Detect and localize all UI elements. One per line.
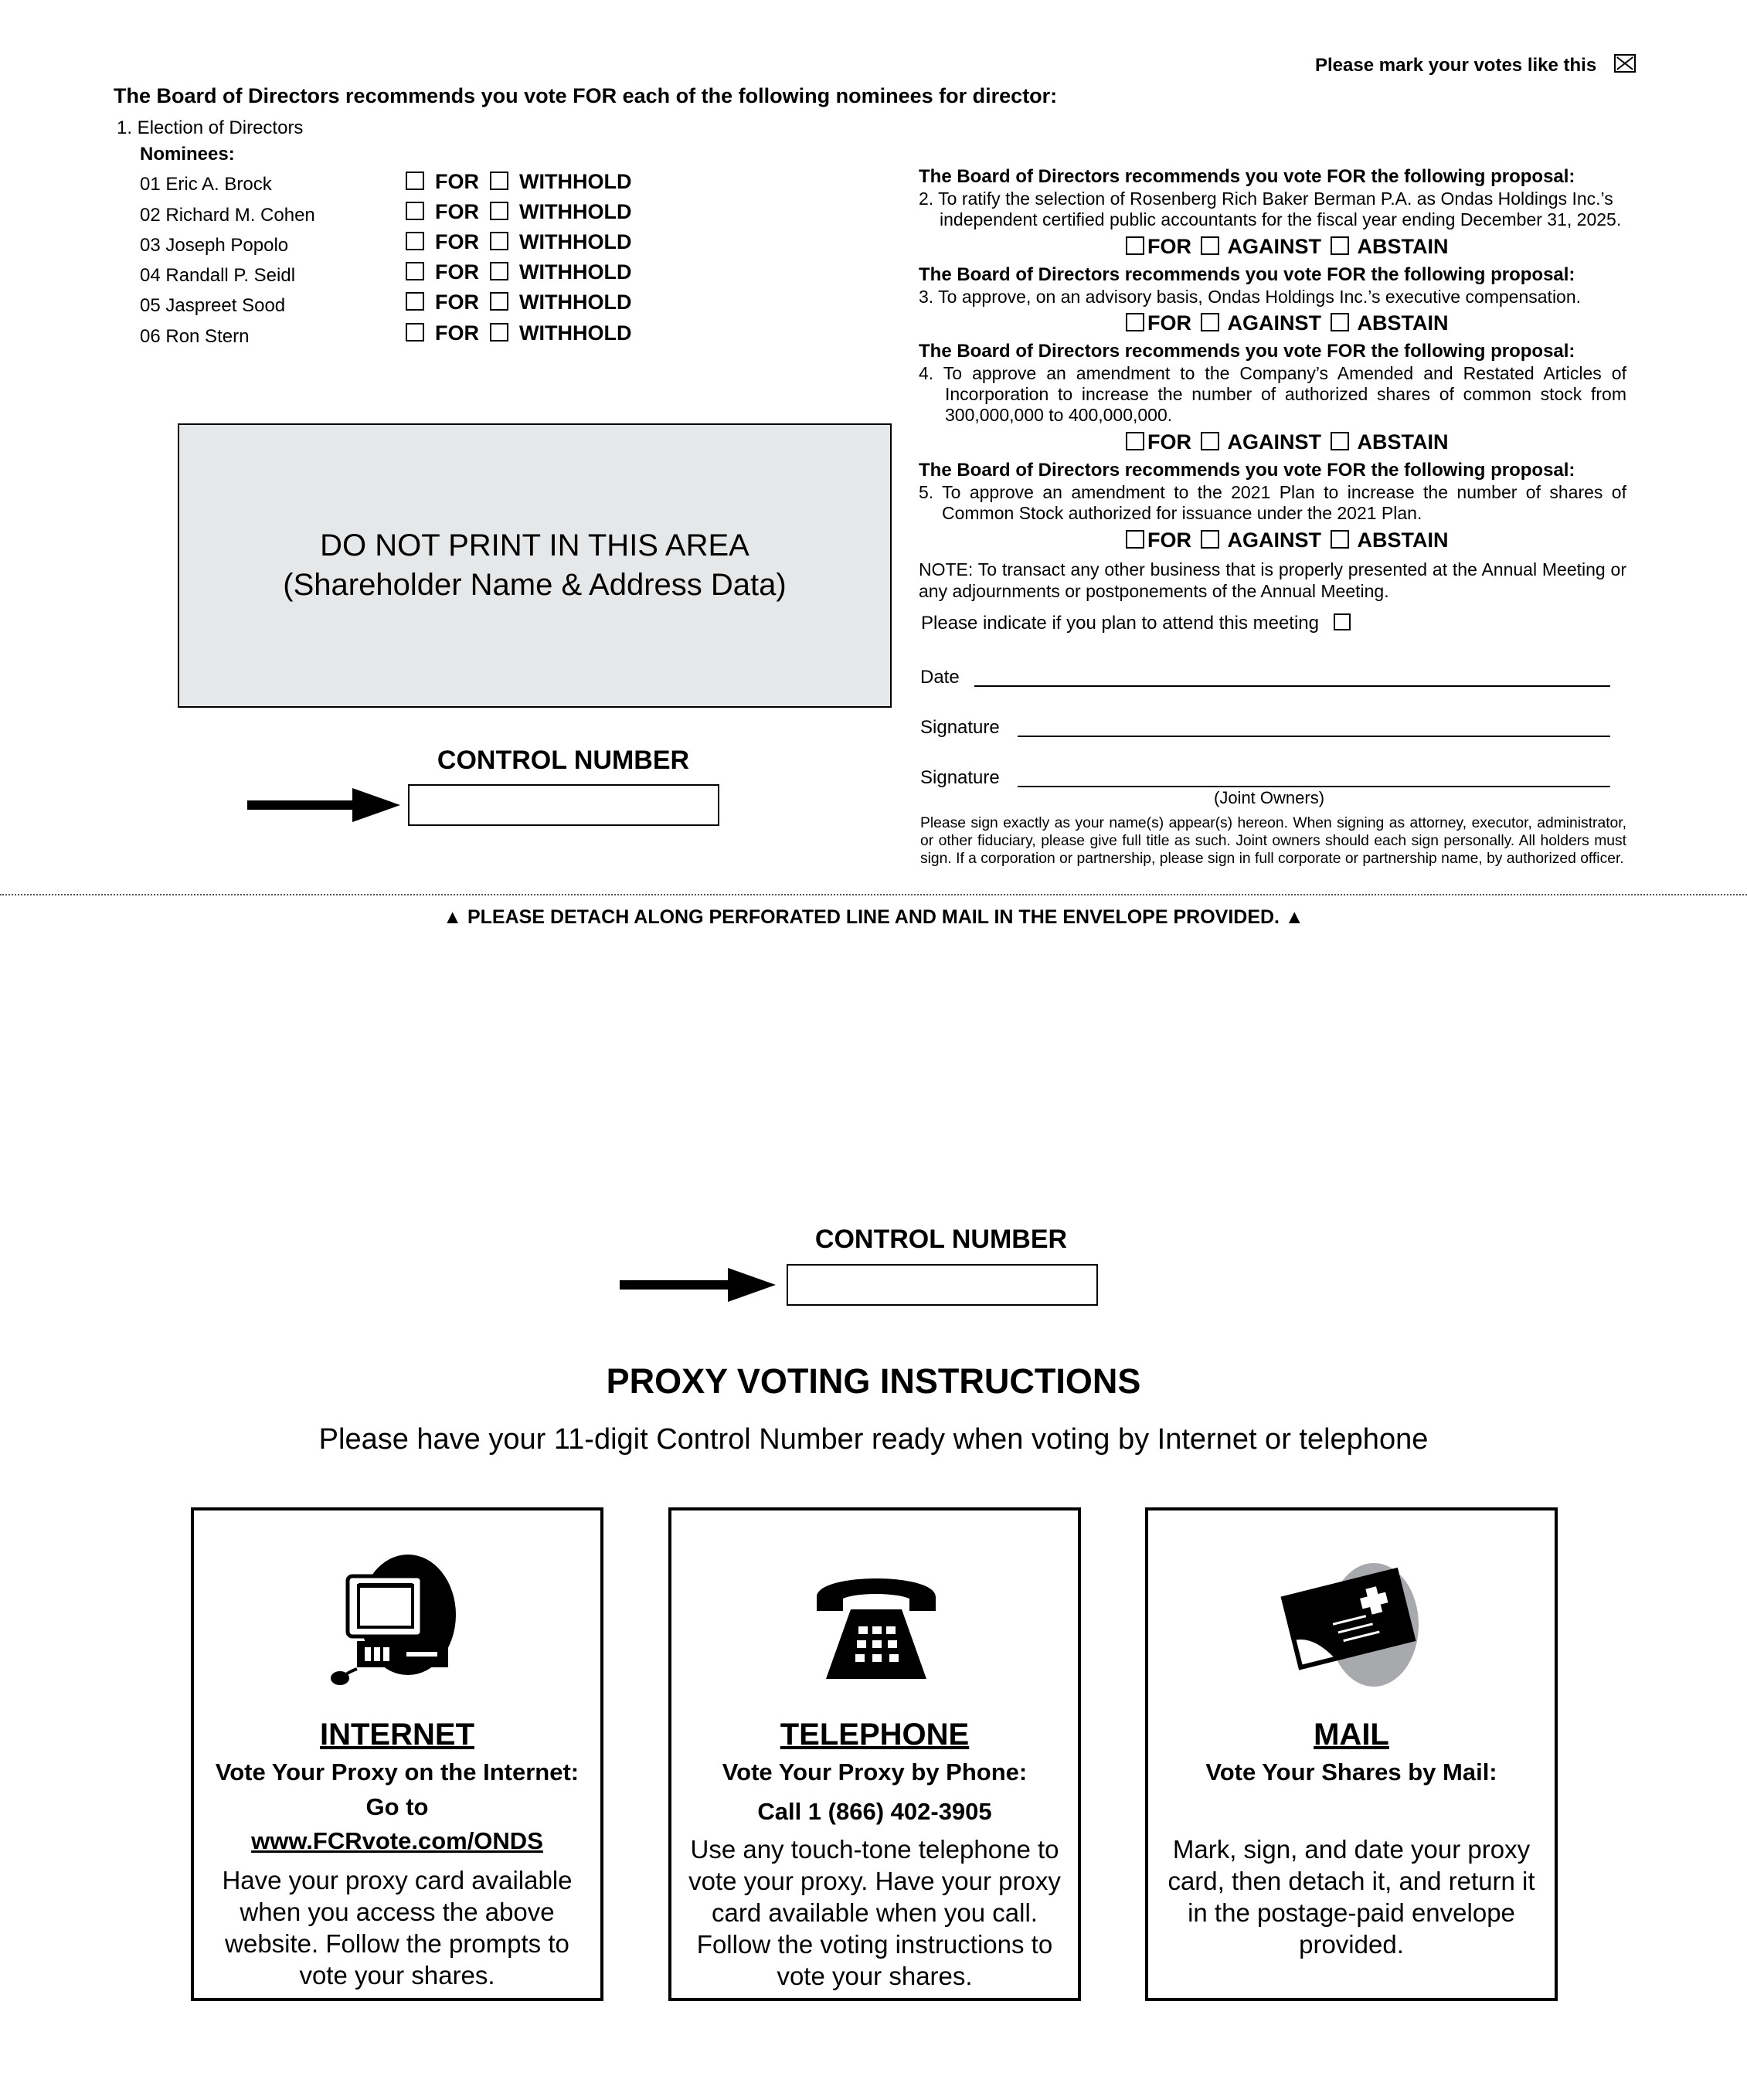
no-print-line2: (Shareholder Name & Address Data) <box>283 568 787 602</box>
for-label: FOR <box>435 260 479 284</box>
for-checkbox[interactable] <box>1126 530 1144 549</box>
control-number-label-bottom: CONTROL NUMBER <box>814 1225 1068 1254</box>
internet-subtitle: Vote Your Proxy on the Internet: <box>215 1758 580 1786</box>
for-label: FOR <box>435 200 479 223</box>
arrow-icon <box>620 1280 736 1290</box>
no-print-area <box>178 423 892 708</box>
for-label: FOR <box>435 291 479 314</box>
perforation-line <box>0 894 1747 895</box>
withhold-label: WITHHOLD <box>519 260 632 284</box>
internet-url-link[interactable]: www.FCRvote.com/ONDS <box>251 1827 543 1854</box>
proposal-4-text-line3: 300,000,000 to 400,000,000. <box>945 405 1173 425</box>
mail-title: MAIL <box>1314 1718 1389 1752</box>
attend-label: Please indicate if you plan to attend this meeting <box>921 613 1319 634</box>
proxy-subtitle: Please have your 11-digit Control Number ready when voting by Internet or telephone <box>318 1423 1429 1456</box>
board-recommendation-directors: The Board of Directors recommends you vote FOR each of the following nominees for director: <box>114 84 1058 107</box>
internet-body: Have your proxy card available when you access the above website. Follow the prompts to vote your shares. <box>222 1866 573 1990</box>
against-label: AGAINST <box>1227 235 1321 258</box>
date-line[interactable] <box>974 685 1610 687</box>
withhold-label: WITHHOLD <box>519 291 632 314</box>
telephone-panel <box>668 1507 1081 2001</box>
attend-row <box>921 613 1351 634</box>
withhold-checkbox[interactable] <box>490 262 508 280</box>
proposal-4-heading: The Board of Directors recommends you vote FOR the following proposal: <box>919 341 1575 362</box>
for-checkbox[interactable] <box>1126 432 1144 450</box>
election-item-title: 1. Election of Directors <box>117 117 304 138</box>
nominee-vote-row <box>406 291 631 314</box>
nominee-vote-row <box>406 170 631 194</box>
withhold-checkbox[interactable] <box>490 323 508 342</box>
telephone-subtitle: Vote Your Proxy by Phone: <box>722 1758 1028 1786</box>
arrow-icon <box>247 800 363 810</box>
signature-joint-line[interactable] <box>1018 786 1610 787</box>
nominee-name: 05 Jaspreet Sood <box>140 295 286 316</box>
signature-label: Signature <box>920 717 1000 738</box>
against-checkbox[interactable] <box>1201 236 1219 255</box>
date-label: Date <box>920 667 960 688</box>
control-number-label: CONTROL NUMBER <box>437 746 690 775</box>
control-number-box[interactable] <box>408 784 719 826</box>
for-label: FOR <box>1147 430 1191 454</box>
proposal-5-heading: The Board of Directors recommends you vote FOR the following proposal: <box>919 460 1575 481</box>
for-checkbox[interactable] <box>406 323 424 342</box>
proposal-2-vote-row <box>1126 235 1449 259</box>
abstain-checkbox[interactable] <box>1331 432 1349 450</box>
nominee-name: 02 Richard M. Cohen <box>140 205 315 226</box>
telephone-title: TELEPHONE <box>780 1718 970 1752</box>
abstain-label: ABSTAIN <box>1357 311 1449 335</box>
mark-instruction: Please mark your votes like this <box>1315 55 1597 76</box>
withhold-checkbox[interactable] <box>490 202 508 220</box>
proposal-4-vote-row <box>1126 430 1449 454</box>
withhold-label: WITHHOLD <box>519 321 632 345</box>
nominee-vote-row <box>406 230 631 254</box>
internet-title: INTERNET <box>320 1718 474 1752</box>
arrow-head-icon <box>352 788 400 822</box>
signature-line[interactable] <box>1018 736 1610 737</box>
computer-icon <box>329 1553 468 1692</box>
nominee-vote-row <box>406 260 631 284</box>
abstain-label: ABSTAIN <box>1357 235 1449 258</box>
proposal-3-heading: The Board of Directors recommends you vote FOR the following proposal: <box>919 264 1575 285</box>
proxy-title: PROXY VOTING INSTRUCTIONS <box>606 1361 1141 1401</box>
withhold-checkbox[interactable] <box>490 172 508 190</box>
for-label: FOR <box>435 170 479 193</box>
for-checkbox[interactable] <box>406 292 424 311</box>
withhold-label: WITHHOLD <box>519 230 632 253</box>
telephone-number: Call 1 (866) 402-3905 <box>757 1798 992 1825</box>
abstain-label: ABSTAIN <box>1357 430 1449 454</box>
proposal-5-vote-row <box>1126 528 1449 552</box>
signing-instructions: Please sign exactly as your name(s) appear(s) hereon. When signing as attorney, executor, administrator, or other fiduciary, please give full title as such. Joint owners should each sign personally. All holders must sign. If a corporation or partnership, please sign in full corporate or partnership name, by authorized officer. <box>920 815 1626 867</box>
proposal-4-text-line2: Incorporation to increase the number of authorized shares of common stock from <box>945 384 1626 404</box>
for-checkbox[interactable] <box>406 172 424 190</box>
telephone-icon <box>811 1565 942 1688</box>
withhold-checkbox[interactable] <box>490 232 508 250</box>
proposal-5-text-line2: Common Stock authorized for issuance under the 2021 Plan. <box>942 503 1422 523</box>
proposal-2-text-line2: independent certified public accountants for the fiscal year ending December 31, 2025. <box>940 209 1622 229</box>
proposal-2-heading: The Board of Directors recommends you vote FOR the following proposal: <box>919 166 1575 187</box>
against-label: AGAINST <box>1227 311 1321 335</box>
note-text: NOTE: To transact any other business that is properly presented at the Annual Meeting or any adjournments or postponements of the Annual Meeting. <box>919 559 1626 601</box>
no-print-line1: DO NOT PRINT IN THIS AREA <box>320 528 749 562</box>
for-label: FOR <box>1147 528 1191 552</box>
for-checkbox[interactable] <box>406 262 424 280</box>
mail-body: Mark, sign, and date your proxy card, then detach it, and return it in the postage-paid envelope provided. <box>1167 1835 1535 1959</box>
against-checkbox[interactable] <box>1201 313 1219 331</box>
joint-owners-label: (Joint Owners) <box>1214 788 1325 807</box>
mark-example-icon <box>1614 54 1636 73</box>
nominee-name: 04 Randall P. Seidl <box>140 265 296 286</box>
proposal-2-text-line1: 2. To ratify the selection of Rosenberg Rich Baker Berman P.A. as Ondas Holdings Inc.’s <box>919 189 1613 209</box>
mail-panel <box>1145 1507 1558 2001</box>
nominee-vote-row <box>406 321 631 345</box>
proposal-3-text-line1: 3. To approve, on an advisory basis, Ondas Holdings Inc.’s executive compensation. <box>919 287 1582 307</box>
nominee-name: 06 Ron Stern <box>140 326 250 347</box>
for-checkbox[interactable] <box>1126 236 1144 255</box>
withhold-label: WITHHOLD <box>519 200 632 223</box>
against-checkbox[interactable] <box>1201 530 1219 549</box>
nominee-vote-row <box>406 200 631 224</box>
abstain-checkbox[interactable] <box>1331 236 1349 255</box>
for-label: FOR <box>1147 311 1191 335</box>
for-checkbox[interactable] <box>1126 313 1144 331</box>
internet-goto: Go to <box>365 1793 429 1820</box>
for-checkbox[interactable] <box>406 202 424 220</box>
abstain-checkbox[interactable] <box>1331 530 1349 549</box>
against-label: AGAINST <box>1227 528 1321 552</box>
withhold-label: WITHHOLD <box>519 170 632 193</box>
attend-checkbox[interactable] <box>1334 613 1351 630</box>
arrow-head-icon <box>728 1268 776 1302</box>
against-label: AGAINST <box>1227 430 1321 454</box>
withhold-checkbox[interactable] <box>490 292 508 311</box>
control-number-box-bottom[interactable] <box>787 1264 1098 1306</box>
nominee-name: 01 Eric A. Brock <box>140 174 272 195</box>
against-checkbox[interactable] <box>1201 432 1219 450</box>
nominees-label: Nominees: <box>140 144 235 165</box>
proposal-3-vote-row <box>1126 311 1449 335</box>
for-label: FOR <box>435 230 479 253</box>
signature-joint-label: Signature <box>920 767 1000 788</box>
nominee-name: 03 Joseph Popolo <box>140 235 289 256</box>
mail-subtitle: Vote Your Shares by Mail: <box>1205 1758 1497 1786</box>
internet-panel <box>191 1507 603 2001</box>
mail-icon <box>1280 1557 1426 1688</box>
proposal-4-text-line1: 4. To approve an amendment to the Company’s Amended and Restated Articles of <box>919 363 1626 383</box>
abstain-checkbox[interactable] <box>1331 313 1349 331</box>
for-label: FOR <box>1147 235 1191 258</box>
detach-instruction: ▲ PLEASE DETACH ALONG PERFORATED LINE AND MAIL IN THE ENVELOPE PROVIDED. ▲ <box>443 906 1304 928</box>
proposal-5-text-line1: 5. To approve an amendment to the 2021 Plan to increase the number of shares of <box>919 482 1626 502</box>
for-checkbox[interactable] <box>406 232 424 250</box>
abstain-label: ABSTAIN <box>1357 528 1449 552</box>
for-label: FOR <box>435 321 479 345</box>
telephone-body: Use any touch-tone telephone to vote your proxy. Have your proxy card available when you call. Follow the voting instructions to vote your shares. <box>688 1835 1061 1990</box>
